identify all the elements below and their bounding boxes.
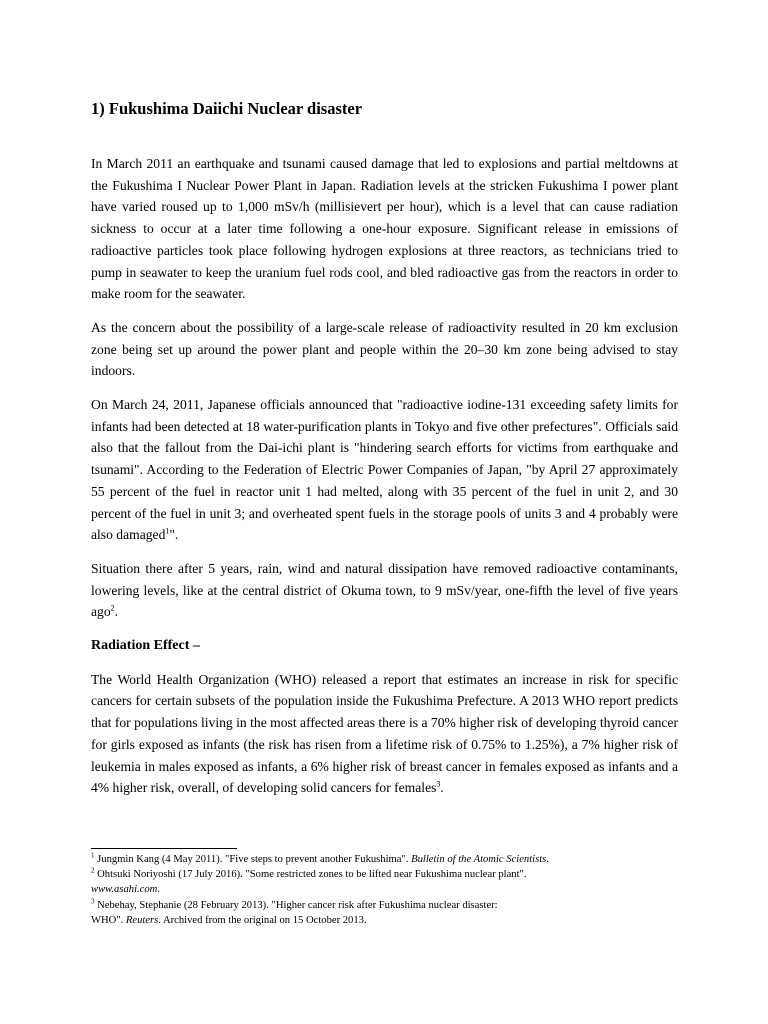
footnotes (91, 852, 678, 928)
paragraph-4: Situation there after 5 years, rain, wind and natural dissipation have removed radioactive contaminants, lowering levels, like at the central district of Okuma town, to 9 mSv/year, one-fifth the level of five years ago$^2$. (91, 560, 678, 620)
paragraph-1: In March 2011 an earthquake and tsunami caused damage that led to explosions and partial meltdowns at the Fukushima I Nuclear Power Plant in Japan. Radiation levels at the stricken Fukushima I power plant have varied roused up to 1,000 mSv/h (millisievert per hour), which is a level that can cause radiation sickness to occur at a later time following a one-hour exposure. Significant release in emissions of radioactive particles took place following hydrogen explosions at three reactors, as technicians tried to pump in seawater to keep the uranium fuel rods cool, and bled radioactive gas from the reactors in order to make room for the seawater. (91, 156, 678, 302)
paragraph-3: On March 24, 2011, Japanese officials announced that "radioactive iodine-131 exceeding safety limits for infants had been detected at 18 water-purification plants in Tokyo and five other prefectures". Officials said also that the fallout from the Dai-ichi plant is "hindering search efforts for victims from earthquake and tsunami". According to the Federation of Electric Power Companies of Japan, "by April 27 approximately 55 percent of the fuel in reactor unit 1 had melted, along with 35 percent of the fuel in unit 2, and 30 percent of the fuel in unit 3; and overheated spent fuels in the storage pools of units 3 and 4 probably were also damaged$^1$". (91, 397, 678, 543)
paragraph-2: As the concern about the possibility of a large-scale release of radioactivity resulted in 20 km exclusion zone being set up around the power plant and people within the 20–30 km zone being advised to stay indoors. (91, 319, 678, 379)
subheading-radiation-effect: Radiation Effect – (91, 638, 200, 654)
footnote-separator (91, 848, 237, 849)
footnote-3: $^3$ Nebehay, Stephanie (28 February 2013). "Higher cancer risk after Fukushima nuclear disaster: WHO". Reuters. Archived from the original on 15 October 2013. (91, 897, 498, 926)
footnote-ref-1[interactable]: 1 (165, 526, 170, 536)
footnote-ref-3[interactable]: 3 (436, 779, 441, 789)
footnote-1: $^1$ Jungmin Kang (4 May 2011). "Five steps to prevent another Fukushima". Bulletin of the Atomic Scientists. (91, 851, 549, 865)
footnote-ref-2[interactable]: 2 (110, 603, 115, 613)
section-heading: 1) Fukushima Daiichi Nuclear disaster (91, 99, 363, 118)
footnote-1-source: Bulletin of the Atomic Scientists (411, 854, 547, 865)
document-page (91, 0, 678, 1024)
footnote-2-source[interactable]: www.asahi.com (91, 884, 158, 896)
body-text (91, 153, 678, 811)
footnote-2: $^2$ Ohtsuki Noriyoshi (17 July 2016). "Some restricted zones to be lifted near Fukushima nuclear plant". www.asahi.com. (91, 866, 527, 896)
paragraph-5: The World Health Organization (WHO) released a report that estimates an increase in risk for specific cancers for certain subsets of the population inside the Fukushima Prefecture. A 2013 WHO report predicts that for populations living in the most affected areas there is a 70% higher risk of developing thyroid cancer for girls exposed as infants (the risk has risen from a lifetime risk of 0.75% to 1.25%), a 7% higher risk of leukemia in males exposed as infants, a 6% higher risk of breast cancer in females exposed as infants and a 4% higher risk, overall, of developing solid cancers for females$^3$. (91, 671, 678, 796)
footnote-3-source: Reuters (125, 914, 159, 926)
